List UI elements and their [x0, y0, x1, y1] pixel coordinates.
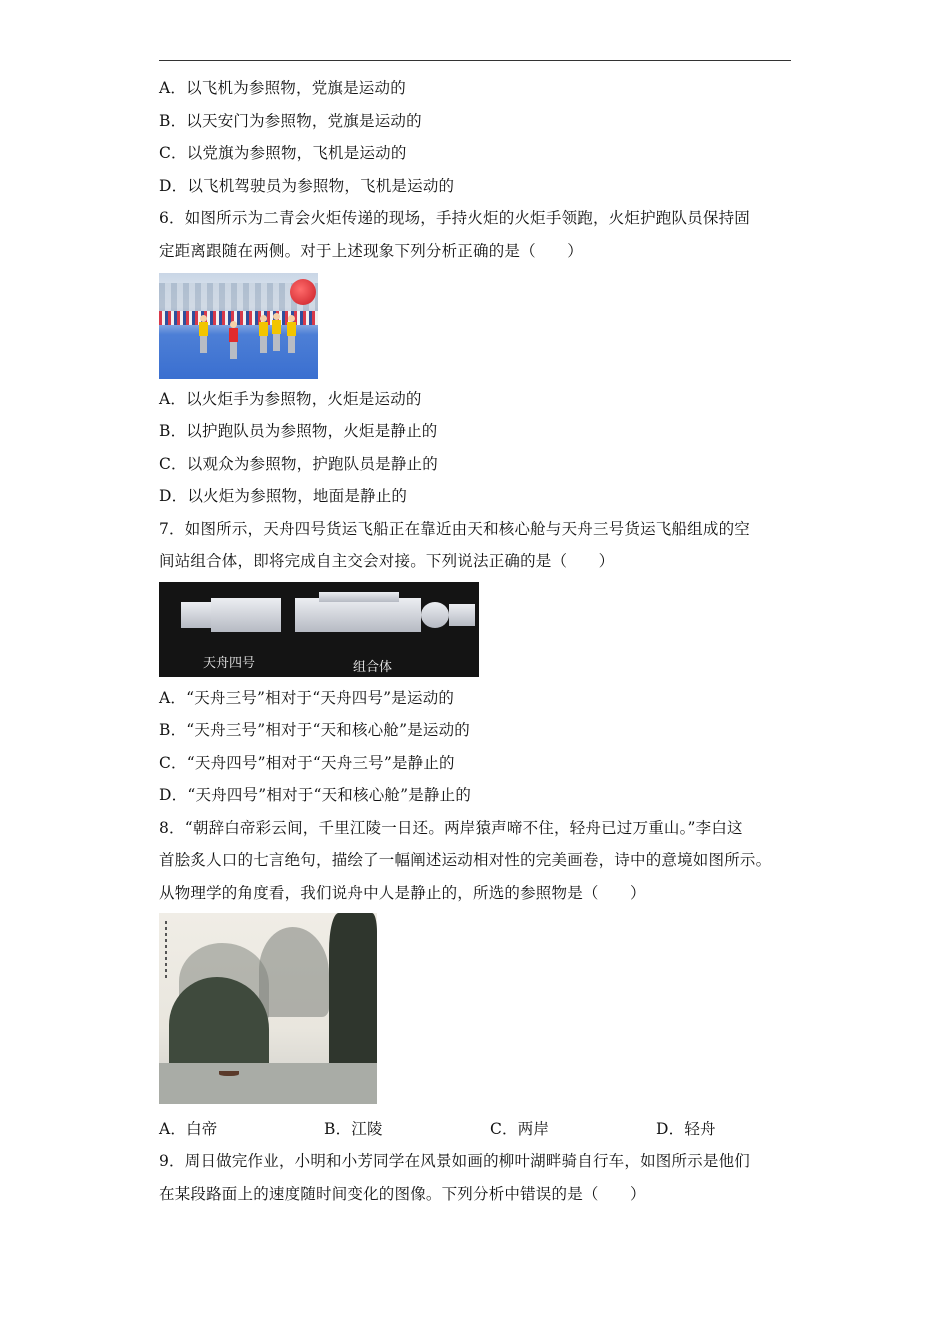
q7-option-c: C．“天舟四号”相对于“天舟三号”是静止的 — [159, 754, 455, 772]
q5-option-c: C．以党旗为参照物，飞机是运动的 — [159, 144, 407, 162]
q7-stem-line-2: 间站组合体，即将完成自主交会对接。下列说法正确的是（ ） — [159, 552, 615, 570]
tianzhou-4-label: 天舟四号 — [203, 656, 256, 671]
q7-tianzhou-image — [159, 582, 479, 677]
q6-option-a: A．以火炬手为参照物，火炬是运动的 — [159, 390, 422, 408]
red-balloon — [290, 279, 316, 305]
left-cliff — [169, 977, 269, 1077]
runner-figure — [272, 313, 281, 351]
header-rule — [159, 60, 791, 61]
runner-figure — [287, 315, 296, 353]
core-module — [295, 598, 421, 632]
q5-option-d: D．以飞机驾驶员为参照物，飞机是运动的 — [159, 177, 455, 195]
q9-stem-line-1: 9．周日做完作业，小明和小芳同学在风景如画的柳叶湖畔骑自行车，如图所示是他们 — [159, 1152, 750, 1170]
calligraphy-inscription — [165, 921, 167, 981]
q7-option-a: A．“天舟三号”相对于“天舟四号”是运动的 — [159, 689, 455, 707]
solar-panel — [319, 592, 399, 602]
q8-option-d: D．轻舟 — [656, 1120, 716, 1138]
q6-torch-relay-image — [159, 273, 318, 379]
boat — [219, 1071, 239, 1076]
q8-option-b: B．江陵 — [324, 1120, 383, 1138]
q7-option-d: D．“天舟四号”相对于“天和核心舱”是静止的 — [159, 786, 472, 804]
q6-stem-line-1: 6．如图所示为二青会火炬传递的现场，手持火炬的火炬手领跑，火炬护跑队员保持固 — [159, 209, 750, 227]
distant-mountain — [259, 927, 329, 1017]
torchbearer-figure — [229, 321, 238, 359]
q6-option-c: C．以观众为参照物，护跑队员是静止的 — [159, 455, 438, 473]
docking-node — [421, 602, 449, 628]
q7-stem-line-1: 7．如图所示，天舟四号货运飞船正在靠近由天和核心舱与天舟三号货运飞船组成的空 — [159, 520, 750, 538]
q8-option-a: A．白帝 — [159, 1120, 218, 1138]
river — [159, 1063, 377, 1104]
q8-stem-line-3: 从物理学的角度看，我们说舟中人是静止的，所选的参照物是（ ） — [159, 884, 646, 902]
q8-stem-line-2: 首脍炙人口的七言绝句，描绘了一幅阐述运动相对性的完美画卷，诗中的意境如图所示。 — [159, 851, 772, 869]
assembly-label: 组合体 — [353, 660, 393, 675]
q5-option-a: A．以飞机为参照物，党旗是运动的 — [159, 79, 406, 97]
q9-stem-line-2: 在某段路面上的速度随时间变化的图像。下列分析中错误的是（ ） — [159, 1185, 646, 1203]
q8-option-c: C．两岸 — [490, 1120, 550, 1138]
runner-figure — [199, 315, 208, 353]
q6-option-b: B．以护跑队员为参照物，火炬是静止的 — [159, 422, 438, 440]
tianzhou-4-body — [211, 598, 281, 632]
q5-option-b: B．以天安门为参照物，党旗是运动的 — [159, 112, 422, 130]
q6-stem-line-2: 定距离跟随在两侧。对于上述现象下列分析正确的是（ ） — [159, 242, 583, 260]
q6-option-d: D．以火炬为参照物，地面是静止的 — [159, 487, 408, 505]
runner-figure — [259, 315, 268, 353]
tianzhou-4-module — [181, 602, 215, 628]
q8-stem-line-1: 8．“朝辞白帝彩云间，千里江陵一日还。两岸猿声啼不住，轻舟已过万重山。”李白这 — [159, 819, 743, 837]
q8-landscape-painting-image — [159, 913, 377, 1104]
tianzhou-3-module — [449, 604, 475, 626]
q7-option-b: B．“天舟三号”相对于“天和核心舱”是运动的 — [159, 721, 470, 739]
